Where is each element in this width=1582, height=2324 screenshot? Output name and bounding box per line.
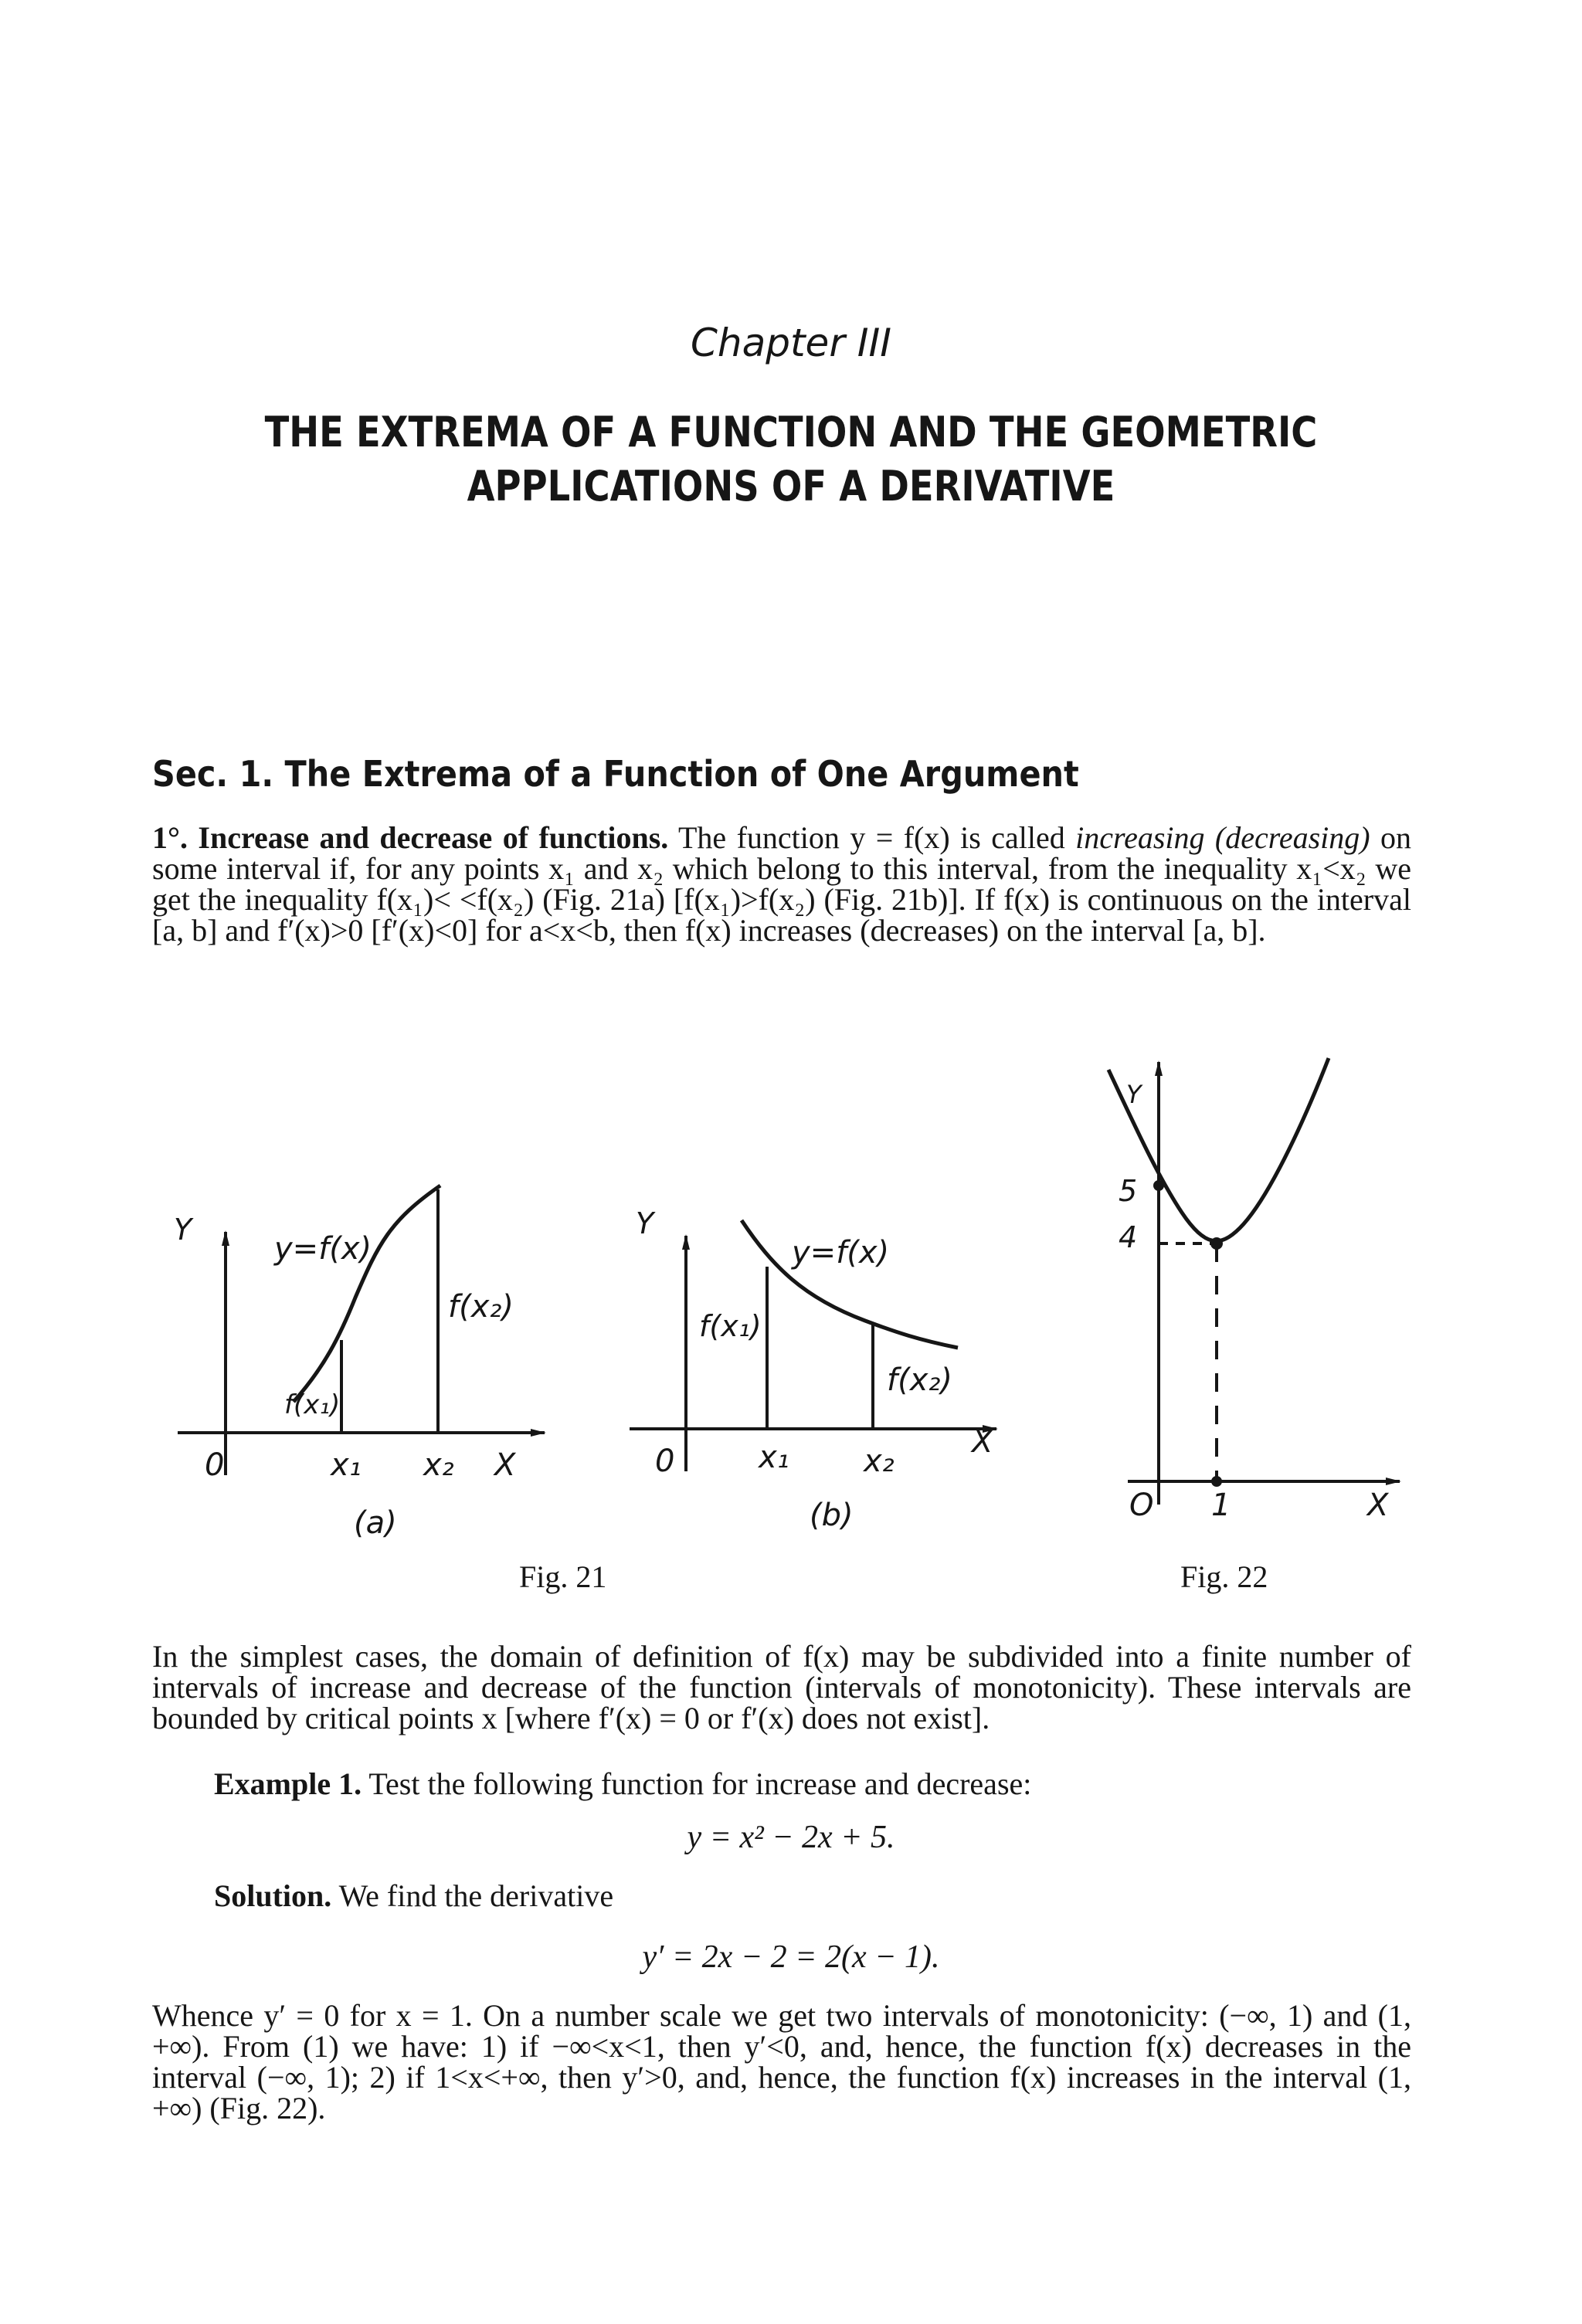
fig21a-curve <box>294 1186 440 1402</box>
fig21b-fx2-label: f(x₂) <box>887 1362 952 1398</box>
example-text: Test the following function for increase and decrease: <box>362 1766 1032 1801</box>
figure-21-caption: Fig. 21 <box>519 1559 607 1594</box>
fig21a-panel-label: (a) <box>354 1505 397 1541</box>
fig22-y-label: Y <box>1126 1080 1142 1109</box>
fig22-tick-y4-label: 4 <box>1119 1220 1138 1254</box>
equation-derivative: y′ = 2x − 2 = 2(x − 1). <box>642 1939 940 1975</box>
paragraph-lead: 1°. Increase and decrease of functions. <box>152 820 669 855</box>
chapter-title-line-1: THE EXTREMA OF A FUNCTION AND THE GEOMETRIC <box>264 408 1318 456</box>
paragraph-text: on some interval if, for any points x₁ and x₂ which belong to this interval, from the inequality x₁<x₂ we get the inequality f(x₁)< <f(x₂) (Fig. 21a) [f(x₁)>f(x₂) (Fig. 21b)]. If f(x) is continuous on the interval [a, b] and f′(x)>0 [f′(x)<0] for a<x<b, then f(x) increases (decreases) on the interval [a, b]. <box>152 820 1412 948</box>
fig21a-curve-label: y=f(x) <box>274 1231 372 1267</box>
solution-text: We find the derivative <box>331 1878 614 1913</box>
paragraph-conclusion: Whence y′ = 0 for x = 1. On a number scale we get two intervals of monotonicity: (−∞, 1) and (1, +∞). From (1) we have: 1) if −∞<x<1, then y′<0, and, hence, the function f(x) decreases in the interval (−∞, 1); 2) if 1<x<+∞, then y′>0, and, hence, the function f(x) increases in the interval (1, +∞) (Fig. 22). <box>152 1998 1411 2126</box>
fig21b-panel-label: (b) <box>810 1498 854 1533</box>
figure-21a <box>178 1186 545 1475</box>
fig21a-x-label: X <box>494 1447 516 1483</box>
paragraph-monotonicity: In the simplest cases, the domain of definition of f(x) may be subdivided into a finite number of intervals of increase and decrease of the function (intervals of monotonicity). These intervals are bounded by critical points x [where f′(x) = 0 or f′(x) does not exist]. <box>152 1639 1411 1735</box>
fig21b-x1-label: x₁ <box>759 1440 789 1475</box>
fig22-vertex-point <box>1212 1239 1221 1248</box>
chapter-heading: Chapter III <box>690 321 892 365</box>
paragraph-text: The function y = f(x) is called <box>668 820 1076 855</box>
fig21b-origin-label: 0 <box>655 1444 675 1479</box>
section-heading: Sec. 1. The Extrema of a Function of One Argument <box>152 753 1079 795</box>
fig22-origin-label: O <box>1129 1488 1154 1523</box>
fig21b-y-label: Y <box>636 1206 654 1240</box>
fig21a-x1-label: x₁ <box>331 1447 362 1483</box>
chapter-title-line-2: APPLICATIONS OF A DERIVATIVE <box>467 462 1115 511</box>
fig22-parabola <box>1108 1058 1329 1241</box>
fig21b-fx1-label: f(x₁) <box>699 1309 762 1343</box>
paragraph-solution <box>152 1878 1411 1913</box>
fig21a-fx1-label: f(x₁) <box>284 1389 341 1420</box>
paragraph-italic-term: increasing (decreasing) <box>1075 820 1370 855</box>
figure-22-caption: Fig. 22 <box>1180 1559 1268 1594</box>
fig21a-fx2-label: f(x₂) <box>448 1289 514 1325</box>
fig22-x-label: X <box>1367 1488 1389 1523</box>
figure-21b-labels <box>636 1206 994 1533</box>
paragraph-example <box>152 1766 1411 1801</box>
fig22-x1-point <box>1213 1478 1220 1485</box>
fig21b-curve-label: y=f(x) <box>792 1235 890 1271</box>
fig21a-x2-label: x₂ <box>423 1447 454 1483</box>
fig22-tick-y5-label: 5 <box>1119 1174 1138 1208</box>
example-lead: Example 1. <box>214 1766 362 1801</box>
equation-function: y = x² − 2x + 5. <box>687 1820 895 1855</box>
fig21b-x-label: X <box>972 1424 993 1460</box>
fig21a-y-label: Y <box>174 1213 192 1247</box>
fig21a-origin-label: 0 <box>205 1447 225 1483</box>
figure-22 <box>1108 1058 1400 1505</box>
fig22-y5-point <box>1155 1182 1163 1189</box>
fig21b-x2-label: x₂ <box>864 1444 895 1479</box>
solution-lead: Solution. <box>214 1878 332 1913</box>
fig22-tick-x-label: 1 <box>1211 1488 1231 1523</box>
